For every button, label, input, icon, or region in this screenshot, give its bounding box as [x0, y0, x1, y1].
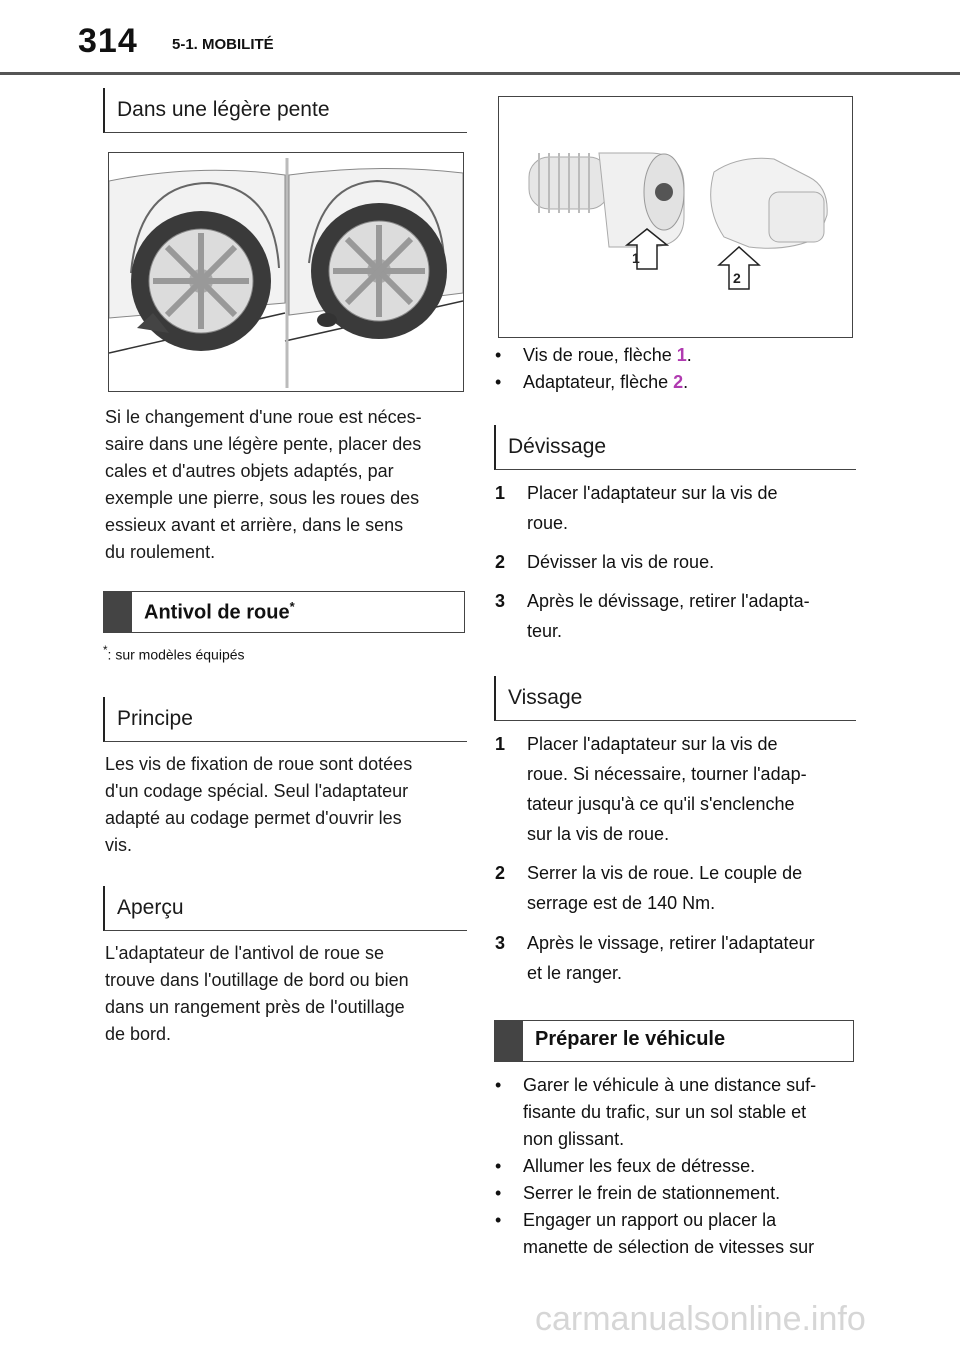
topic-box-antitheft: Antivol de roue*: [103, 591, 465, 633]
section-heading-principle: Principe: [103, 697, 467, 742]
section-heading-screw: Vissage: [494, 676, 856, 721]
bolt-adapter-illustration: [499, 97, 852, 337]
paragraph-overview: L'adaptateur de l'antivol de roue se trouve dans l'outillage de bord ou bien dans un rangement près de l'outillage de bord.: [105, 943, 409, 1044]
header-divider: [0, 72, 960, 75]
topic-box-prepare: Préparer le véhicule: [494, 1020, 854, 1062]
figure-label-2: 2: [733, 270, 741, 286]
figure-bolt-adapter: [498, 96, 853, 338]
paragraph-principle: Les vis de fixation de roue sont dotées d'un codage spécial. Seul l'adaptateur adapté au codage permet d'ouvrir les vis.: [105, 754, 413, 855]
footnote: *: sur modèles équipés: [103, 644, 245, 663]
section-heading-slope: Dans une légère pente: [103, 88, 467, 133]
figure-label-1: 1: [632, 250, 640, 266]
car-wheels-illustration: [109, 153, 463, 391]
page-number: 314: [78, 22, 138, 60]
paragraph-slope: Si le changement d'une roue est néces- saire dans une légère pente, placer des cales et d'autres objets adaptés, par exemple une pierre, sous les roues des essieux avant et arrière, dans le sens du roulement.: [105, 407, 422, 562]
figure-car-on-slope: [108, 152, 464, 392]
chapter-title: 5-1. MOBILITÉ: [172, 36, 274, 53]
topic-box-bar: [104, 592, 132, 632]
section-heading-unscrew: Dévissage: [494, 425, 856, 470]
section-heading-overview: Aperçu: [103, 886, 467, 931]
topic-box-bar: [495, 1021, 523, 1061]
watermark: carmanualsonline.info: [535, 1300, 866, 1338]
